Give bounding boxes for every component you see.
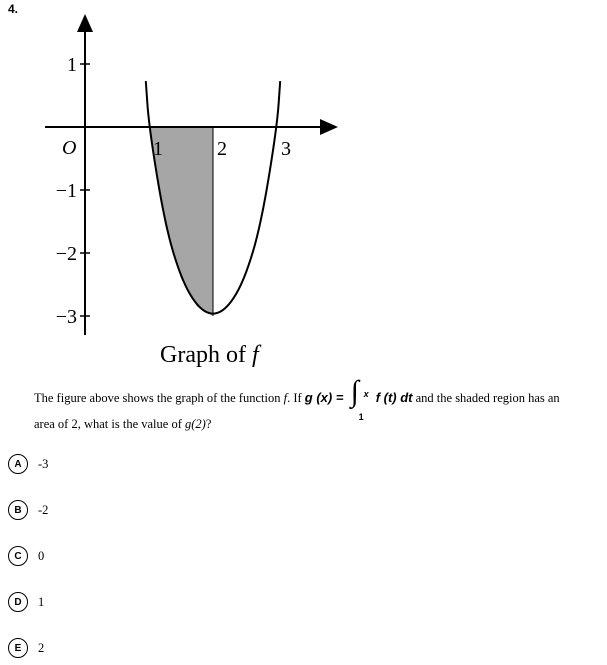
option-c[interactable] bbox=[8, 546, 44, 566]
option-a-bubble[interactable]: A bbox=[8, 454, 28, 474]
y-tick-label: −1 bbox=[55, 180, 77, 202]
question-text bbox=[34, 375, 594, 437]
integral bbox=[347, 375, 373, 422]
option-c-text: 0 bbox=[38, 548, 45, 563]
option-c-bubble[interactable]: C bbox=[8, 546, 28, 566]
x-tick-label: 2 bbox=[217, 138, 227, 160]
integral-sign: ∫ bbox=[350, 375, 359, 408]
caption-prefix: Graph of bbox=[160, 342, 252, 368]
question-part: and the shaded region has an bbox=[412, 391, 560, 405]
g-of-2: g(2) bbox=[184, 417, 206, 431]
question-part: ? bbox=[205, 417, 212, 431]
question-part: The figure above shows the graph of the function bbox=[34, 391, 284, 405]
integral-upper-limit: x bbox=[363, 389, 369, 399]
option-b-bubble[interactable]: B bbox=[8, 500, 28, 520]
y-tick-label: 1 bbox=[67, 54, 77, 76]
option-d-text: 1 bbox=[38, 594, 45, 609]
origin-label: O bbox=[62, 137, 77, 159]
question-part: . If bbox=[287, 391, 305, 405]
question-line-2 bbox=[34, 411, 594, 437]
question-part: area of 2, what is the value of bbox=[34, 417, 185, 431]
graph-caption bbox=[160, 342, 259, 369]
integrand: f (t) dt bbox=[375, 390, 413, 405]
y-tick-label: −2 bbox=[55, 243, 77, 265]
y-tick-label: −3 bbox=[55, 306, 77, 328]
option-e-text: 2 bbox=[38, 640, 45, 655]
integral-lower-limit: 1 bbox=[358, 412, 364, 422]
g-definition: g (x) = bbox=[304, 390, 344, 405]
graph-of-f bbox=[0, 0, 400, 345]
option-a-text: -3 bbox=[38, 456, 49, 471]
function-name: f bbox=[283, 391, 288, 405]
x-tick-label: 3 bbox=[281, 138, 291, 160]
caption-var: f bbox=[251, 342, 259, 368]
option-a[interactable] bbox=[8, 454, 48, 474]
option-b-text: -2 bbox=[38, 502, 49, 517]
option-e-bubble[interactable]: E bbox=[8, 638, 28, 658]
option-d-bubble[interactable]: D bbox=[8, 592, 28, 612]
option-b[interactable] bbox=[8, 500, 48, 520]
x-tick-label: 1 bbox=[153, 138, 163, 160]
question-number: 4. bbox=[8, 2, 19, 16]
option-e[interactable] bbox=[8, 638, 44, 658]
option-d[interactable] bbox=[8, 592, 44, 612]
